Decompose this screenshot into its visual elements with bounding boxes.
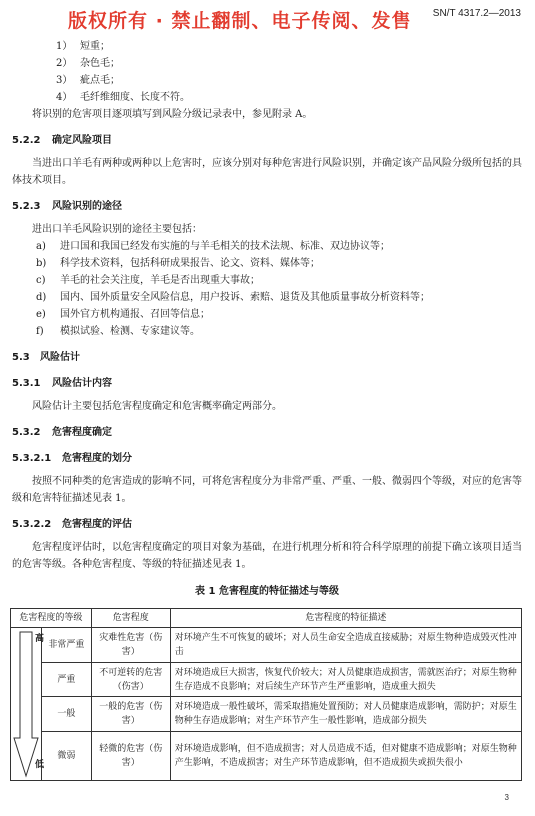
paragraph: 当进出口羊毛有两种或两种以上危害时，应该分别对每种危害进行风险识别，并确定该产品风险分级所包括的具体技术项目。 (12, 158, 522, 186)
list-item: c) 羊毛的社会关注度，羊毛是否出现重大事故； (36, 275, 260, 286)
degree-cell: 一般的危害（伤害） (91, 697, 170, 732)
hazard-level-table (10, 608, 522, 781)
degree-cell: 轻微的危害（伤害） (91, 732, 170, 781)
level-cell: 微弱 (42, 732, 92, 781)
degree-cell: 不可逆转的危害（伤害） (91, 662, 170, 697)
table-header-row (11, 609, 522, 628)
description-cell: 对环境造成巨大损害，恢复代价较大；对人员健康造成损害，需就医治疗；对原生物种生存造成不良影响；对后续生产环节产生严重影响，造成重大损失 (170, 662, 521, 697)
description-cell: 对环境造成影响，但不造成损害；对人员造成不适，但对健康不造成影响；对原生物种产生影响，不造成损害；对生产环节造成影响，但不造成损失或损失很小 (170, 732, 521, 781)
table-header-cell: 危害程度 (91, 609, 170, 628)
list-item: 3） 疵点毛； (56, 75, 120, 86)
standard-code: SN/T 4317.2—2013 (432, 8, 521, 19)
section-heading: 5.3.2.1 危害程度的划分 (12, 453, 132, 464)
list-item: 2） 杂色毛； (56, 58, 120, 69)
paragraph: 将识别的危害项目逐项填写到风险分级记录表中，参见附录 A。 (32, 109, 313, 120)
description-cell: 对环境造成一般性破坏，需采取措施处置预防；对人员健康造成影响，需防护；对原生物种生存造成影响；对生产环节产生一般性影响，造成部分损失 (170, 697, 521, 732)
section-heading: 5.3.1 风险估计内容 (12, 378, 112, 389)
level-cell: 一般 (42, 697, 92, 732)
list-item: 1） 短重； (56, 41, 110, 52)
description-cell: 对环境产生不可恢复的破坏；对人员生命安全造成直接威胁；对原生物种造成毁灭性冲击 (170, 628, 521, 663)
copyright-watermark: 版权所有 · 禁止翻制、电子传阅、发售 (68, 10, 412, 32)
table-row (11, 697, 522, 732)
list-item: a) 进口国和我国已经发布实施的与羊毛相关的技术法规、标准、双边协议等； (36, 241, 390, 252)
table-row (11, 662, 522, 697)
document-body (12, 38, 522, 781)
page-number: 3 (504, 793, 509, 802)
alpha-list (12, 238, 522, 340)
table-row (11, 628, 522, 663)
table-header-cell: 危害程度的等级 (11, 609, 92, 628)
table-header-cell: 危害程度的特征描述 (170, 609, 521, 628)
section-heading: 5.3.2 危害程度确定 (12, 427, 112, 438)
level-cell: 非常严重 (42, 628, 92, 663)
section-heading: 5.2.3 风险识别的途径 (12, 201, 122, 212)
list-item: 4） 毛纤维细度、长度不符。 (56, 92, 190, 103)
list-item: b) 科学技术资料，包括科研成果报告、论文、资料、媒体等； (36, 258, 320, 269)
paragraph: 危害程度评估时，以危害程度确定的项目对象为基础，在进行机理分析和符合科学原理的前提下确立该项目适当的危害等级。各种危害程度、等级的特征描述见表 1。 (12, 542, 522, 570)
list-item: e) 国外官方机构通报、召回等信息； (36, 309, 210, 320)
list-item: d) 国内、国外质量安全风险信息，用户投诉、索赔、退货及其他质量事故分析资料等； (36, 292, 430, 303)
degree-cell: 灾难性危害（伤害） (91, 628, 170, 663)
table-row (11, 732, 522, 781)
section-heading: 5.3.2.2 危害程度的评估 (12, 519, 132, 530)
paragraph: 按照不同种类的危害造成的影响不同，可将危害程度分为非常严重、严重、一般、微弱四个等级，对应的危害等级和危害特征描述见表 1。 (12, 476, 522, 504)
paragraph: 风险估计主要包括危害程度确定和危害概率确定两部分。 (32, 401, 282, 412)
level-cell: 严重 (42, 662, 92, 697)
table-title: 表 1 危害程度的特征描述与等级 (195, 586, 339, 597)
section-heading: 5.3 风险估计 (12, 352, 80, 363)
low-label: 低 (35, 760, 45, 770)
top-list (12, 38, 522, 106)
high-label: 高 (35, 634, 45, 644)
section-heading: 5.2.2 确定风险项目 (12, 135, 112, 146)
paragraph: 进出口羊毛风险识别的途径主要包括： (32, 224, 202, 235)
level-arrow-cell (11, 628, 45, 781)
list-item: f) 模拟试验、检测、专家建议等。 (36, 326, 200, 337)
